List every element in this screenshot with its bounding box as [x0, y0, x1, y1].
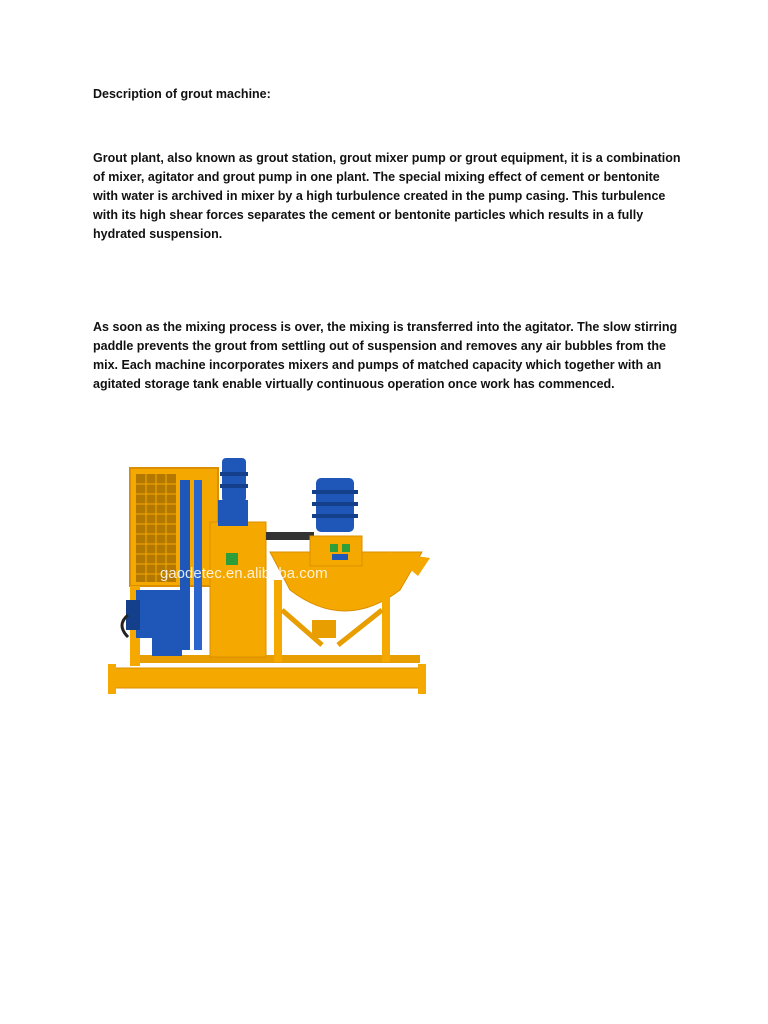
image-watermark: gaodetec.en.alibaba.com [160, 565, 328, 582]
grout-machine-photo [100, 440, 440, 712]
document-heading: Description of grout machine: [93, 87, 271, 101]
paragraph-mixing-process: As soon as the mixing process is over, the mixing is transferred into the agitator. The slow stirring paddle prevents the grout from settling out of suspension and removes any air bubbles from the mix. Each machine incorporates mixers and pumps of matched capacity which together with an agitated storage tank enable virtually continuous operation once work has commenced. [93, 320, 678, 391]
paragraph-description: Grout plant, also known as grout station, grout mixer pump or grout equipment, it is a combination of mixer, agitator and grout pump in one plant. The special mixing effect of cement or bentonite with water is archived in mixer by a high turbulence created in the pump casing. This turbulence with its high shear forces separates the cement or bentonite particles which results in a fully hydrated suspension. [93, 151, 681, 241]
